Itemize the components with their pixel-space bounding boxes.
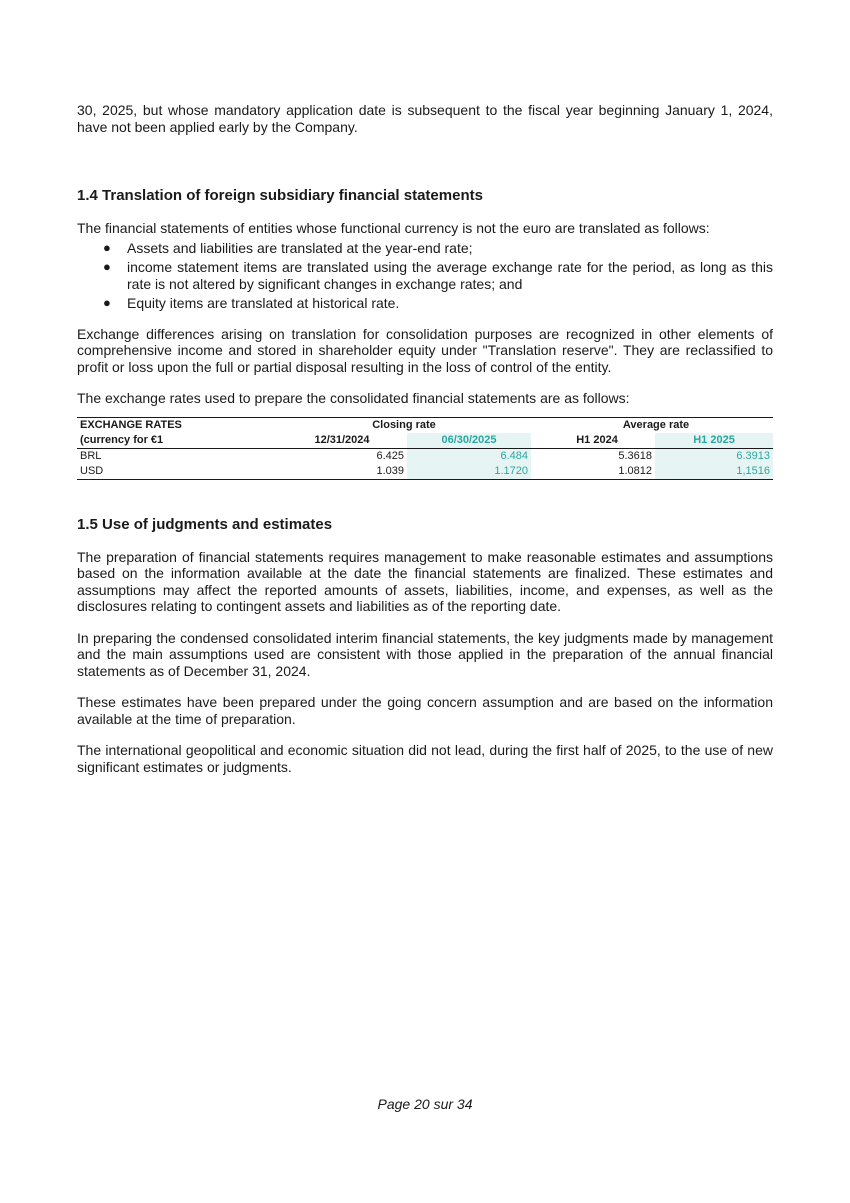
list-item: ● Assets and liabilities are translated at the year-end rate;: [103, 239, 473, 256]
estimates-paragraph: The preparation of financial statements requires management to make reasonable estimates and assumptions based on the information available at the date the financial statements are finalized. These estimates and assumptions may affect the reported amounts of assets, liabilities, income, and expenses, as well as the disclosures relating to contingent assets and liabilities as of the reporting date.: [77, 548, 773, 614]
currency-label: BRL: [80, 449, 102, 462]
table-cell: 6.3913: [655, 448, 773, 464]
section-1-4-heading: 1.4 Translation of foreign subsidiary financial statements: [77, 187, 483, 204]
list-item: ● Equity items are translated at historical rate.: [103, 295, 400, 311]
translation-rules-list: [77, 240, 773, 312]
bullet-icon: ●: [103, 239, 111, 255]
exchange-differences-paragraph: Exchange differences arising on translation for consolidation purposes are recognized in other elements of comprehensive income and stored in shareholder equity under "Translation reserve". They are reclassified to profit or loss upon the full or partial disposal resulting in the loss of control of the entity.: [77, 325, 773, 375]
table-cell: 6.484: [407, 448, 531, 464]
going-concern-paragraph: These estimates have been prepared under the going concern assumption and are based on the information available at the time of preparation.: [77, 694, 773, 727]
section-1-5-heading: 1.5 Use of judgments and estimates: [77, 515, 333, 533]
column-header: H1 2025: [655, 433, 773, 449]
table-cell: 1.1720: [407, 464, 531, 480]
table-subheader-row: [77, 433, 773, 449]
list-item: ● income statement items are translated using the average exchange rate for the period, as long as this rate is not altered by significant changes in exchange rates; and: [103, 259, 773, 292]
column-header: 12/31/2024: [277, 433, 407, 449]
document-page: [77, 100, 773, 775]
table-cell: 1.0812: [539, 464, 655, 480]
page-number: Page 20 sur 34: [377, 1096, 473, 1112]
section-1-4-paragraph: The financial statements of entities whose functional currency is not the euro are translated as follows:: [77, 220, 710, 236]
judgments-paragraph: In preparing the condensed consolidated interim financial statements, the key judgments made by management and the main assumptions used are consistent with those applied in the preparation of the annual financial statements as of December 31, 2024.: [77, 629, 773, 679]
column-header: 06/30/2025: [407, 433, 531, 449]
table-row: [77, 464, 773, 480]
table-cell: 1.039: [277, 464, 407, 480]
geopolitical-paragraph: The international geopolitical and economic situation did not lead, during the first half of 2025, to the use of new significant estimates or judgments.: [77, 742, 773, 775]
table-cell: 6.425: [376, 449, 404, 462]
table-cell: 1,1516: [655, 464, 773, 480]
table-subtitle: (currency for €1: [77, 433, 277, 449]
intro-paragraph: 30, 2025, but whose mandatory application date is subsequent to the fiscal year beginning January 1, 2024, have not been applied early by the Company.: [77, 102, 773, 135]
closing-rate-header: Closing rate: [277, 417, 531, 433]
table-cell: 5.3618: [618, 449, 653, 462]
table-title: EXCHANGE RATES: [77, 417, 277, 433]
currency-label: USD: [77, 464, 277, 480]
exchange-rates-intro: The exchange rates used to prepare the consolidated financial statements are as follows:: [77, 390, 630, 406]
bullet-icon: ●: [103, 259, 111, 274]
table-row: [77, 448, 773, 464]
column-header: H1 2024: [539, 433, 655, 449]
average-rate-header: Average rate: [539, 417, 773, 433]
bullet-icon: ●: [103, 295, 111, 310]
table-header-row: [77, 417, 773, 433]
exchange-rates-table: [77, 417, 773, 480]
